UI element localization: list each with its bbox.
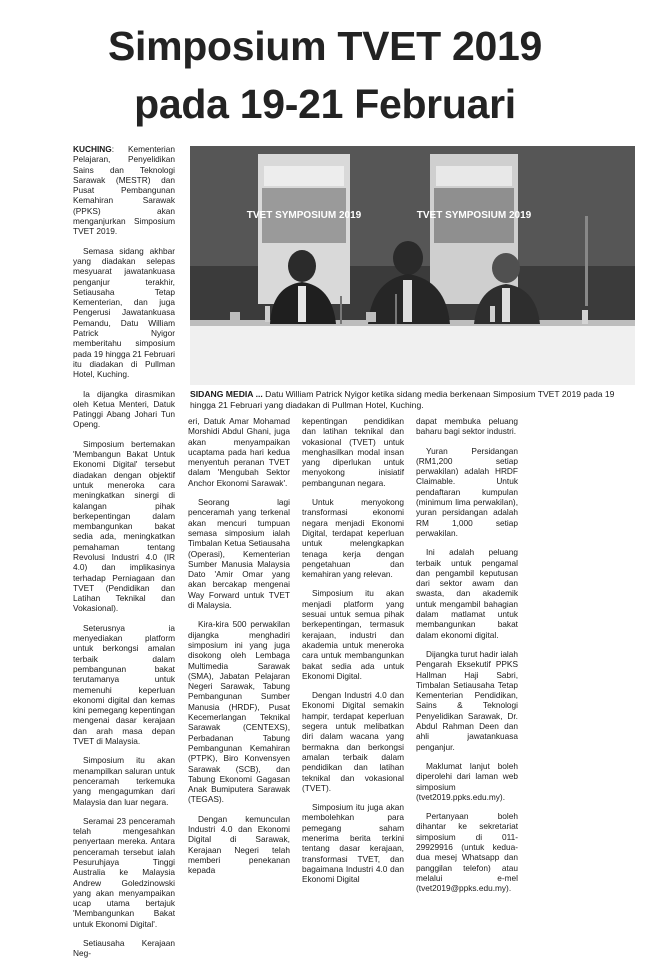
headline-line-1: Simposium TVET 2019 — [107, 23, 543, 69]
press-conference-photo — [190, 146, 635, 385]
paragraph: Simposium bertemakan 'Membangun Bakat Untuk Ekonomi Digital' tersebut diadakan dengan objektif untuk meneroka cara meningkatkan sinergi di kalangan pihak berkepentingan dalam membangunkan bakat sedia ada, meningkatkan pemahaman tentang Revolusi Industri 4.0 (IR 4.0) dan implikasinya terhadap Perniagaan dan TVET (Pendidikan dan Latihan Teknikal dan Vokasional). — [73, 438, 175, 614]
paragraph: eri, Datuk Amar Mohamad Morshidi Abdul Ghani, juga akan menyampaikan ucaptama pada hari kedua menyentuh peranan TVET dalam 'Mengubah Sektor Anchor Ekonomi Sarawak'. — [188, 416, 290, 488]
paragraph: kepentingan pendidikan dan latihan teknikal dan vokasional (TVET) untuk menghasilkan modal insan yang diperlukan untuk menyokong inisiatif pembangunan negara. — [302, 416, 404, 488]
paragraph: Seterusnya ia menyediakan platform untuk berkongsi amalan terbaik dalam pembangunan bakat terutamanya untuk memenuhi keperluan ekonomi digital dan kemas kini pemegang kepentingan mengenai dasar kerajaan dan arah masa depan TVET di Malaysia. — [73, 622, 175, 747]
paragraph: Untuk menyokong transformasi ekonomi negara menjadi Ekonomi Digital, terdapat keperluan untuk melengkapkan tenaga kerja dengan pengetahuan dan kemahiran yang relevan. — [302, 497, 404, 580]
paragraph: Seramai 23 penceramah telah mengesahkan penyertaan mereka. Antara penceramah tersebut ialah Pesuruhjaya Tinggi Australia ke Malaysia Andrew Goledzinowski yang akan menyampaikan ucap utama bertajuk 'Membangunkan Bakat untuk Ekonomi Digital'. — [73, 815, 175, 929]
paragraph: Simposium itu akan menjadi platform yang sesuai untuk semua pihak berkepentingan, termasuk kerajaan, industri dan akademia untuk meneroka cara untuk membangunkan bakat sedia ada untuk Ekonomi Digital. — [302, 588, 404, 681]
paragraph: Pertanyaan boleh dihantar ke sekretariat simposium di 011-29929916 (untuk kedua-dua mesej Whatsapp dan panggilan telefon) atau melalui e-mel (tvet2019@ppks.edu.my). — [416, 811, 518, 894]
paragraph: Yuran Persidangan (RM1,200 setiap perwakilan) adalah HRDF Claimable. Untuk pendaftaran kumpulan (minimum lima perwakilan), yuran persidangan adalah RM 1,000 setiap perwakilan. — [416, 445, 518, 538]
article-column-2 — [188, 416, 290, 876]
paragraph: KUCHING: Kementerian Pelajaran, Penyelidikan Sains dan Teknologi Sarawak (MESTR) dan Pusat Pembangunan Kemahiran Sarawak (PPKS) akan menganjurkan Simposium TVET 2019. — [73, 144, 175, 237]
article-column-4 — [416, 416, 518, 894]
banner-text-left: TVET SYMPOSIUM 2019 — [246, 210, 362, 221]
article-column-1 — [73, 144, 175, 959]
headline-line-2: pada 19-21 Februari — [134, 81, 516, 127]
article-column-3 — [302, 416, 404, 885]
paragraph: Dengan Industri 4.0 dan Ekonomi Digital semakin hampir, terdapat keperluan segera untuk melibatkan diri dalam wacana yang bermakna dan berkongsi amalan terbaik dalam pendidikan dan latihan teknikal dan vokasional (TVET). — [302, 690, 404, 793]
paragraph: Dengan kemunculan Industri 4.0 dan Ekonomi Digital di Sarawak, Kerajaan Negeri telah memberi penekanan kepada — [188, 813, 290, 876]
caption-lead: SIDANG MEDIA ... — [190, 389, 263, 399]
paragraph: Seorang lagi penceramah yang terkenal akan mencuri tumpuan semasa simposium ialah Timbalan Ketua Setiausaha (Operasi), Kementerian Sumber Manusia Malaysia Dato 'Amir Omar yang akan bercakap mengenai Way Forward untuk TVET di Malaysia. — [188, 497, 290, 611]
paragraph: Simposium itu juga akan membolehkan para pemegang saham menerima berita terkini tentang dasar kerajaan, transformasi TVET, dan bagaimana Industri 4.0 dan Ekonomi Digital — [302, 802, 404, 885]
paragraph: dapat membuka peluang baharu bagi sektor industri. — [416, 416, 518, 437]
caption-text: Datu William Patrick Nyigor ketika sidang media berkenaan Simposium TVET 2019 pada 19 hingga 21 Februari yang diadakan di Pullman Hotel, Kuching. — [190, 389, 615, 410]
paragraph: Maklumat lanjut boleh diperolehi dari laman web simposium (tvet2019.ppks.edu.my). — [416, 760, 518, 802]
photo-caption — [190, 389, 635, 411]
paragraph: Setiausaha Kerajaan Neg- — [73, 938, 175, 959]
banner-text-right: TVET SYMPOSIUM 2019 — [416, 210, 532, 221]
paragraph: Dijangka turut hadir ialah Pengarah Eksekutif PPKS Hallman Haji Sabri, Timbalan Setiausaha Tetap Kementerian Pendidikan, Sains & Teknologi Penyelidikan Sarawak, Dr. Abdul Rahman Deen dan ahli jawatankuasa penganjur. — [416, 648, 518, 752]
paragraph: Ia dijangka dirasmikan oleh Ketua Menteri, Datuk Patinggi Abang Johari Tun Openg. — [73, 388, 175, 430]
paragraph: Simposium itu akan menampilkan saluran untuk penceramah terkemuka yang mengagumkan dari Malaysia dan luar negara. — [73, 755, 175, 807]
paragraph: Kira-kira 500 perwakilan dijangka menghadiri simposium ini yang juga disokong oleh Lembaga Multimedia Sarawak (SMA), Jabatan Pelajaran Negeri Sarawak, Tabung Pembangunan Sumber Manusia (HRDF), Pusat Kecemerlangan Teknikal Sarawak (CENTEXS), Perbadanan Tabung Pembangunan Kemahiran (PTPK), Biro Konvensyen Sarawak (SCB), dan Tabung Ekonomi Gagasan Anak Bumiputera Sarawak (TEGAS). — [188, 619, 290, 805]
paragraph: Semasa sidang akhbar yang diadakan selepas mesyuarat jawatankuasa penganjur terakhir, Setiausaha Tetap Kementerian, dan juga Pengerusi Jawatankuasa Pemandu, Datu William Patrick Nyigor memberitahu simposium pada 19 hingga 21 Februari itu diadakan di Pullman Hotel, Kuching. — [73, 245, 175, 380]
paragraph: Ini adalah peluang terbaik untuk pengamal dan pengambil keputusan dari sektor awam dan swasta, dan akademik untuk mengambil bahagian dalam matlamat untuk membangunkan bakat dalam ekonomi digital. — [416, 547, 518, 640]
photo-illustration — [190, 146, 635, 385]
